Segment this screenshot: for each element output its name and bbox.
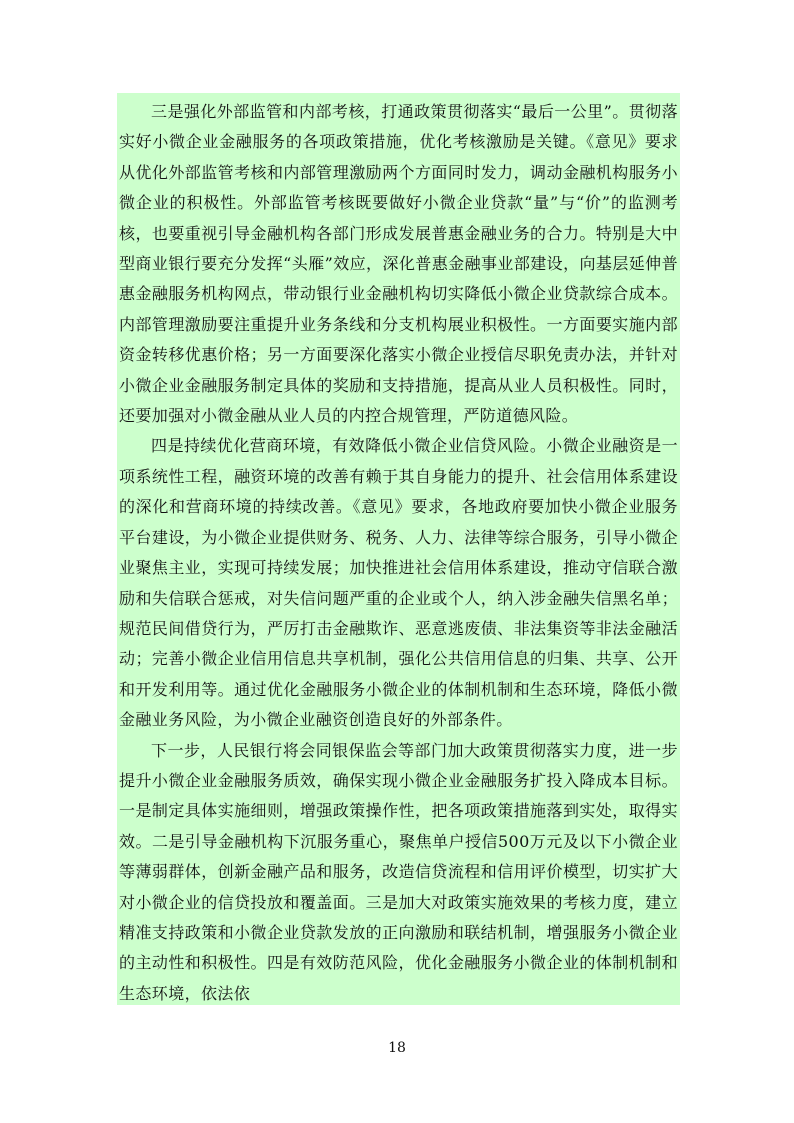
paragraph-business-environment: 四是持续优化营商环境，有效降低小微企业信贷风险。小微企业融资是一项系统性工程，融资环境的改善有赖于其自身能力的提升、社会信用体系建设的深化和营商环境的持续改善。《意见》要求，各地政府要加快小微企业服务平台建设，为小微企业提供财务、税务、人力、法律等综合服务，引导小微企业聚焦主业，实现可持续发展；加快推进社会信用体系建设，推动守信联合激励和失信联合惩戒，对失信问题严重的企业或个人，纳入涉金融失信黑名单；规范民间借贷行为，严厉打击金融欺诈、恶意逃废债、非法集资等非法金融活动；完善小微企业信用信息共享机制，强化公共信用信息的归集、共享、公开和开发利用等。通过优化金融服务小微企业的体制机制和生态环境，降低小微金融业务风险，为小微企业融资创造良好的外部条件。: [119, 436, 678, 730]
paragraph-strengthen-supervision: 三是强化外部监管和内部考核，打通政策贯彻落实“最后一公里”。贯彻落实好小微企业金融服务的各项政策措施，优化考核激励是关键。《意见》要求从优化外部监管考核和内部管理激励两个方面同时发力，调动金融机构服务小微企业的积极性。外部监管考核既要做好小微企业贷款“量”与“价”的监测考核，也要重视引导金融机构各部门形成发展普惠金融业务的合力。特别是大中型商业银行要充分发挥“头雁”效应，深化普惠金融事业部建设，向基层延伸普惠金融服务机构网点，带动银行业金融机构切实降低小微企业贷款综合成本。内部管理激励要注重提升业务条线和分支机构展业积极性。一方面要实施内部资金转移优惠价格；另一方面要深化落实小微企业授信尽职免责办法，并针对小微企业金融服务制定具体的奖励和支持措施，提高从业人员积极性。同时，还要加强对小微金融从业人员的内控合规管理，严防道德风险。: [119, 102, 678, 426]
highlighted-text-block: [117, 93, 680, 1005]
page-number: 18: [388, 1040, 406, 1056]
paragraph-next-steps: 下一步，人民银行将会同银保监会等部门加大政策贯彻落实力度，进一步提升小微企业金融服务质效，确保实现小微企业金融服务扩投入降成本目标。一是制定具体实施细则，增强政策操作性，把各项政策措施落到实处，取得实效。二是引导金融机构下沉服务重心，聚焦单户授信500万元及以下小微企业等薄弱群体，创新金融产品和服务，改造信贷流程和信用评价模型，切实扩大对小微企业的信贷投放和覆盖面。三是加大对政策实施效果的考核力度，建立精准支持政策和小微企业贷款发放的正向激励和联结机制，增强服务小微企业的主动性和积极性。四是有效防范风险，优化金融服务小微企业的体制机制和生态环境，依法依: [119, 740, 678, 1003]
